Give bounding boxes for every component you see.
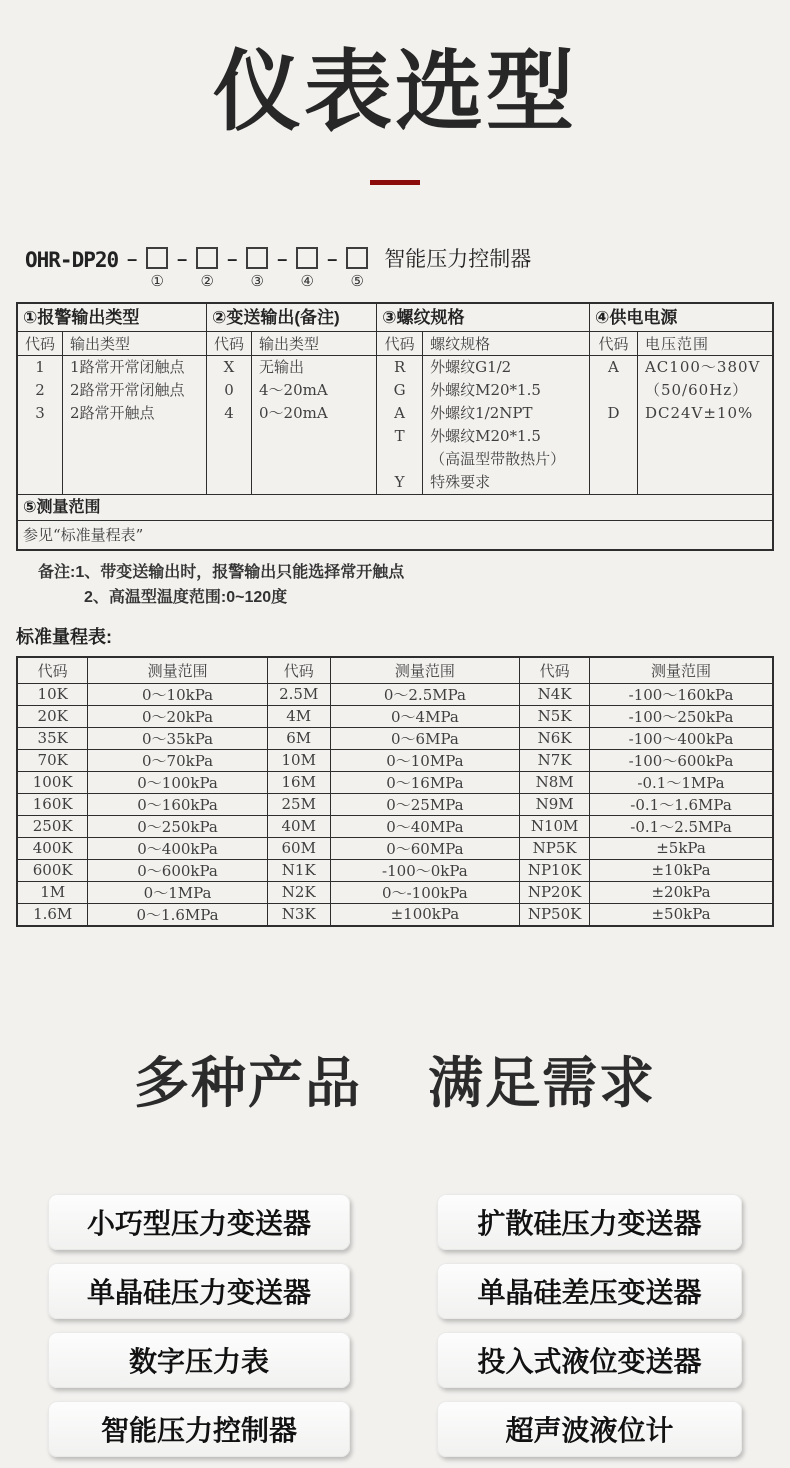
col-header: 代码 xyxy=(17,657,88,683)
cell: 35K xyxy=(17,727,88,749)
table-row xyxy=(17,771,773,793)
table-row xyxy=(17,793,773,815)
code-cell: A xyxy=(394,404,406,423)
cell: -100～600kPa xyxy=(590,749,773,771)
cell: -0.1～1.6MPa xyxy=(590,793,773,815)
cell: 0～10MPa xyxy=(330,749,519,771)
cell: 60M xyxy=(267,837,330,859)
cell: ±20kPa xyxy=(590,881,773,903)
col-header-code: 代码 xyxy=(590,332,637,356)
cell: NP50K xyxy=(520,903,590,926)
spec-group-header: ③螺纹规格 xyxy=(377,304,589,332)
cell: 0～-100kPa xyxy=(330,881,519,903)
value-cell: DC24V±10% xyxy=(644,404,754,423)
code-cell: X xyxy=(223,358,235,377)
code-cell: Y xyxy=(394,473,405,492)
model-box-2 xyxy=(196,247,218,269)
range-table-title: 标准量程表: xyxy=(16,627,112,648)
model-code-line xyxy=(25,247,790,290)
table-row xyxy=(17,903,773,926)
value-cell: 外螺纹M20*1.5 xyxy=(430,427,541,446)
cell: 4M xyxy=(267,705,330,727)
note-line-1: 备注:1、带变送输出时，报警输出只能选择常开触点 xyxy=(38,564,405,582)
dash: – xyxy=(227,249,238,270)
cell: 0～40MPa xyxy=(330,815,519,837)
code-cell: T xyxy=(394,427,405,446)
value-cell: （高温型带散热片） xyxy=(430,450,566,469)
page-title: 仪表选型 xyxy=(212,42,577,141)
cell: 0～4MPa xyxy=(330,705,519,727)
cell: 0～600kPa xyxy=(88,859,267,881)
cell: 100K xyxy=(17,771,88,793)
value-cell: 外螺纹1/2NPT xyxy=(430,404,533,423)
products-heading-left: 多种产品 xyxy=(133,1051,362,1114)
code-cell: D xyxy=(607,404,620,423)
table-row xyxy=(17,683,773,705)
product-button-monocrystalline-silicon-pressure-transmitter[interactable]: 单晶硅压力变送器 xyxy=(48,1263,350,1319)
cell: 0～20kPa xyxy=(88,705,267,727)
dash: – xyxy=(277,249,288,270)
spec-group-header: ④供电电源 xyxy=(590,304,772,332)
cell: 0～100kPa xyxy=(88,771,267,793)
model-box-3 xyxy=(246,247,268,269)
table-row xyxy=(17,705,773,727)
cell: 250K xyxy=(17,815,88,837)
cell: NP20K xyxy=(520,881,590,903)
table-row xyxy=(17,837,773,859)
spec-measure-range-header: ⑤测量范围 xyxy=(18,494,772,520)
code-cell xyxy=(590,379,637,402)
col-header: 测量范围 xyxy=(330,657,519,683)
cell: -100～400kPa xyxy=(590,727,773,749)
spec-group-thread-spec xyxy=(377,304,590,494)
cell: N8M xyxy=(520,771,590,793)
cell: 0～400kPa xyxy=(88,837,267,859)
cell: ±50kPa xyxy=(590,903,773,926)
spec-table xyxy=(16,302,774,551)
slot-number-3: ③ xyxy=(250,272,264,291)
cell: ±5kPa xyxy=(590,837,773,859)
cell: 160K xyxy=(17,793,88,815)
code-cell: G xyxy=(393,381,406,400)
range-table xyxy=(16,656,774,927)
col-header: 代码 xyxy=(520,657,590,683)
spec-group-power-supply xyxy=(590,304,772,494)
col-header: 代码 xyxy=(267,657,330,683)
spec-group-header: ②变送输出(备注) xyxy=(207,304,376,332)
cell: 25M xyxy=(267,793,330,815)
note-line-2: 2、高温型温度范围:0~120度 xyxy=(84,589,288,607)
cell: N10M xyxy=(520,815,590,837)
cell: NP5K xyxy=(520,837,590,859)
products-heading-right: 满足需求 xyxy=(428,1051,657,1114)
cell: N6K xyxy=(520,727,590,749)
cell: 1.6M xyxy=(17,903,88,926)
model-slot-1 xyxy=(146,247,168,290)
col-header-value: 输出类型 xyxy=(252,332,376,356)
model-slot-2 xyxy=(196,247,218,290)
cell: 0～2.5MPa xyxy=(330,683,519,705)
cell: ±10kPa xyxy=(590,859,773,881)
dash: – xyxy=(327,249,338,270)
cell: 0～160kPa xyxy=(88,793,267,815)
products-heading xyxy=(0,1039,790,1118)
cell: 0～35kPa xyxy=(88,727,267,749)
cell: 10K xyxy=(17,683,88,705)
value-cell: 外螺纹G1/2 xyxy=(430,358,512,377)
product-button-monocrystalline-silicon-dp-transmitter[interactable]: 单晶硅差压变送器 xyxy=(437,1263,742,1319)
slot-number-1: ① xyxy=(150,272,164,291)
cell: 70K xyxy=(17,749,88,771)
model-box-1 xyxy=(146,247,168,269)
product-button-digital-pressure-gauge[interactable]: 数字压力表 xyxy=(48,1332,350,1388)
cell: N1K xyxy=(267,859,330,881)
cell: 0～1MPa xyxy=(88,881,267,903)
cell: 0～60MPa xyxy=(330,837,519,859)
dash: – xyxy=(127,249,138,270)
cell: 400K xyxy=(17,837,88,859)
slot-number-2: ② xyxy=(200,272,214,291)
cell: 40M xyxy=(267,815,330,837)
model-suffix: 智能压力控制器 xyxy=(384,248,532,272)
table-row xyxy=(17,881,773,903)
cell: -0.1～2.5MPa xyxy=(590,815,773,837)
col-header-code: 代码 xyxy=(207,332,251,356)
cell: 0～70kPa xyxy=(88,749,267,771)
value-cell: 1路常开常闭触点 xyxy=(70,358,185,377)
code-cell: R xyxy=(393,358,406,377)
cell: -100～160kPa xyxy=(590,683,773,705)
cell: 0～25MPa xyxy=(330,793,519,815)
product-button-compact-pressure-transmitter[interactable]: 小巧型压力变送器 xyxy=(48,1194,350,1250)
cell: 10M xyxy=(267,749,330,771)
value-cell: 0～20mA xyxy=(259,404,328,423)
cell: N2K xyxy=(267,881,330,903)
product-button-ultrasonic-level-meter[interactable]: 超声波液位计 xyxy=(437,1401,742,1457)
code-cell: 1 xyxy=(35,358,45,377)
cell: 2.5M xyxy=(267,683,330,705)
dash: – xyxy=(177,249,188,270)
cell: 0～10kPa xyxy=(88,683,267,705)
spec-group-header: ①报警输出类型 xyxy=(18,304,206,332)
value-cell: 特殊要求 xyxy=(430,473,491,492)
model-slot-4 xyxy=(296,247,318,290)
cell: -0.1～1MPa xyxy=(590,771,773,793)
value-cell: 2路常开常闭触点 xyxy=(70,381,185,400)
cell: N5K xyxy=(520,705,590,727)
col-header-value: 螺纹规格 xyxy=(423,332,589,356)
notes-block xyxy=(38,560,790,610)
product-button-intelligent-pressure-controller[interactable]: 智能压力控制器 xyxy=(48,1401,350,1457)
code-cell xyxy=(377,448,422,471)
cell: ±100kPa xyxy=(330,903,519,926)
model-box-5 xyxy=(346,247,368,269)
col-header: 测量范围 xyxy=(590,657,773,683)
cell: 0～250kPa xyxy=(88,815,267,837)
cell: -100～0kPa xyxy=(330,859,519,881)
cell: 0～6MPa xyxy=(330,727,519,749)
cell: N7K xyxy=(520,749,590,771)
col-header-value: 输出类型 xyxy=(63,332,206,356)
code-cell: A xyxy=(608,358,619,377)
col-header-code: 代码 xyxy=(377,332,422,356)
value-cell: 无输出 xyxy=(259,358,305,377)
cell: 16M xyxy=(267,771,330,793)
value-cell: 2路常开触点 xyxy=(70,404,155,423)
slot-number-4: ④ xyxy=(300,272,314,291)
value-cell: AC100～380V xyxy=(644,358,761,377)
model-slot-3 xyxy=(246,247,268,290)
cell: 0～1.6MPa xyxy=(88,903,267,926)
cell: 20K xyxy=(17,705,88,727)
code-cell: 0 xyxy=(224,381,234,400)
cell: NP10K xyxy=(520,859,590,881)
cell: N9M xyxy=(520,793,590,815)
value-cell: 外螺纹M20*1.5 xyxy=(430,381,541,400)
product-button-submersible-level-transmitter[interactable]: 投入式液位变送器 xyxy=(437,1332,742,1388)
cell: 600K xyxy=(17,859,88,881)
code-cell: 3 xyxy=(35,404,45,423)
col-header-code: 代码 xyxy=(18,332,62,356)
cell: N4K xyxy=(520,683,590,705)
code-cell: 2 xyxy=(35,381,45,400)
model-slot-5 xyxy=(346,247,368,290)
table-row xyxy=(17,749,773,771)
spec-group-transmit-output xyxy=(207,304,377,494)
table-row xyxy=(17,859,773,881)
model-prefix: OHR-DP20 xyxy=(25,248,119,273)
cell: 0～16MPa xyxy=(330,771,519,793)
cell: N3K xyxy=(267,903,330,926)
spec-group-alarm-output xyxy=(18,304,207,494)
value-cell: 4～20mA xyxy=(259,381,328,400)
model-box-4 xyxy=(296,247,318,269)
cell: -100～250kPa xyxy=(590,705,773,727)
range-header-row xyxy=(17,657,773,683)
cell: 1M xyxy=(17,881,88,903)
table-row xyxy=(17,727,773,749)
code-cell: 4 xyxy=(224,404,234,423)
col-header-value: 电压范围 xyxy=(638,332,772,356)
red-divider xyxy=(370,180,420,185)
table-row xyxy=(17,815,773,837)
col-header: 测量范围 xyxy=(88,657,267,683)
products-grid xyxy=(48,1194,742,1457)
cell: 6M xyxy=(267,727,330,749)
product-button-diffused-silicon-pressure-transmitter[interactable]: 扩散硅压力变送器 xyxy=(437,1194,742,1250)
slot-number-5: ⑤ xyxy=(350,272,364,291)
value-cell: （50/60Hz） xyxy=(644,381,749,400)
spec-measure-range-note: 参见“标准量程表” xyxy=(18,520,772,549)
